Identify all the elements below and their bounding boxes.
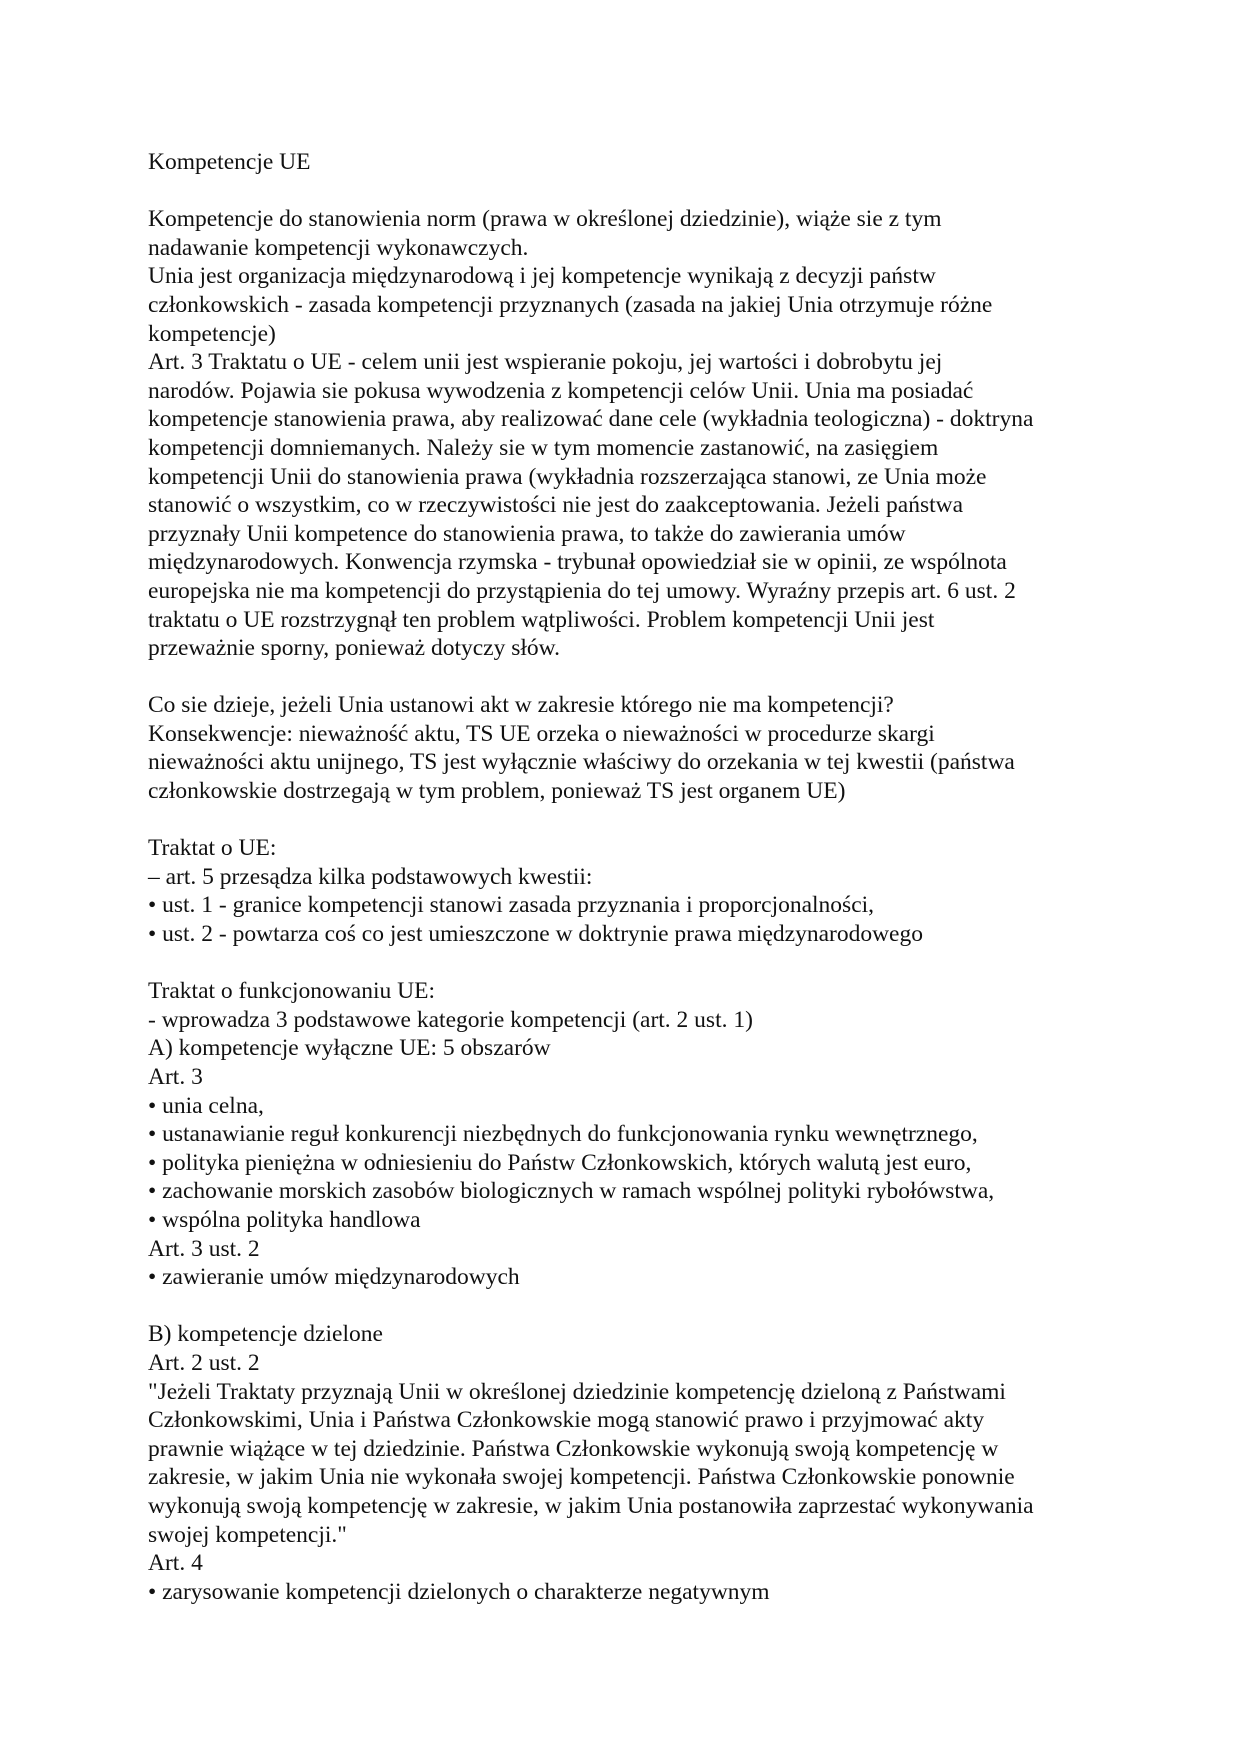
text-line: narodów. Pojawia sie pokusa wywodzenia z kompetencji celów Unii. Unia ma posiadać <box>148 377 974 404</box>
text-line: Art. 2 ust. 2 <box>148 1349 260 1376</box>
text-line: Traktat o UE: <box>148 835 277 862</box>
text-line: Konsekwencje: nieważność aktu, TS UE orzeka o nieważności w procedurze skargi <box>148 720 935 747</box>
text-line: • ust. 1 - granice kompetencji stanowi zasada przyznania i proporcjonalności, <box>148 892 875 919</box>
text-line: – art. 5 przesądza kilka podstawowych kwestii: <box>148 863 593 890</box>
text-line: Art. 3 ust. 2 <box>148 1235 260 1262</box>
text-line: • zarysowanie kompetencji dzielonych o charakterze negatywnym <box>148 1578 770 1605</box>
text-line: nadawanie kompetencji wykonawczych. <box>148 234 529 261</box>
text-line: Art. 3 Traktatu o UE - celem unii jest wspieranie pokoju, jej wartości i dobrobytu jej <box>148 349 943 376</box>
paragraph <box>148 977 1148 1292</box>
text-line: członkowskie dostrzegają w tym problem, ponieważ TS jest organem UE) <box>148 778 846 805</box>
text-line: nieważności aktu unijnego, TS jest wyłącznie właściwy do orzekania w tej kwestii (państwa <box>148 749 1015 776</box>
text-line: zakresie, w jakim Unia nie wykonała swojej kompetencji. Państwa Członkowskie ponownie <box>148 1464 1015 1491</box>
text-line: Unia jest organizacja międzynarodową i jej kompetencje wynikają z decyzji państw <box>148 263 936 290</box>
text-line: międzynarodowych. Konwencja rzymska - trybunał opowiedział sie w opinii, ze wspólnota <box>148 549 1007 576</box>
text-line: Traktat o funkcjonowaniu UE: <box>148 978 435 1005</box>
paragraph-gap <box>148 1292 1148 1321</box>
paragraph <box>148 691 1148 805</box>
text-line: • polityka pieniężna w odniesieniu do Państw Członkowskich, których walutą jest euro, <box>148 1149 972 1176</box>
text-line: • zachowanie morskich zasobów biologicznych w ramach wspólnej polityki rybołówstwa, <box>148 1178 995 1205</box>
text-line: Art. 3 <box>148 1064 203 1090</box>
paragraph-gap <box>148 177 1148 206</box>
text-line: Członkowskimi, Unia i Państwa Członkowskie mogą stanowić prawo i przyjmować akty <box>148 1407 985 1434</box>
text-line: Co sie dzieje, jeżeli Unia ustanowi akt w zakresie którego nie ma kompetencji? <box>148 692 894 719</box>
text-line: "Jeżeli Traktaty przyznają Unii w określonej dziedzinie kompetencję dzieloną z Państwami <box>148 1378 1006 1405</box>
text-line: kompetencje) <box>148 320 276 347</box>
text-line: przyznały Unii kompetence do stanowienia prawa, to także do zawierania umów <box>148 520 906 547</box>
text-line: A) kompetencje wyłączne UE: 5 obszarów <box>148 1035 551 1062</box>
paragraph <box>148 205 1148 663</box>
text-line: kompetencji Unii do stanowienia prawa (wykładnia rozszerzająca stanowi, ze Unia może <box>148 463 987 490</box>
paragraph-gap <box>148 949 1148 978</box>
paragraph-gap <box>148 663 1148 692</box>
text-line: kompetencji domniemanych. Należy sie w tym momencie zastanowić, na zasięgiem <box>148 434 939 461</box>
paragraph <box>148 834 1148 948</box>
text-line: swojej kompetencji." <box>148 1521 347 1548</box>
text-line: Kompetencje do stanowienia norm (prawa w określonej dziedzinie), wiąże sie z tym <box>148 206 942 233</box>
document-body <box>148 177 1148 1607</box>
text-line: • ustanawianie reguł konkurencji niezbędnych do funkcjonowania rynku wewnętrznego, <box>148 1121 978 1148</box>
paragraph <box>148 1320 1148 1606</box>
paragraph-gap <box>148 806 1148 835</box>
text-line: stanowić o wszystkim, co w rzeczywistości nie jest do zaakceptowania. Jeżeli państwa <box>148 492 964 519</box>
text-line: prawnie wiążące w tej dziedzinie. Państwa Członkowskie wykonują swoją kompetencję w <box>148 1435 999 1462</box>
text-line: europejska nie ma kompetencji do przystąpienia do tej umowy. Wyraźny przepis art. 6 ust. 2 <box>148 577 1016 604</box>
text-line: • ust. 2 - powtarza coś co jest umieszczone w doktrynie prawa międzynarodowego <box>148 921 923 948</box>
text-line: wykonują swoją kompetencję w zakresie, w jakim Unia postanowiła zaprzestać wykonywania <box>148 1492 1034 1519</box>
document-title: Kompetencje UE <box>148 149 311 175</box>
text-line: przeważnie sporny, ponieważ dotyczy słów. <box>148 635 560 662</box>
text-line: • zawieranie umów międzynarodowych <box>148 1264 520 1291</box>
text-line: • unia celna, <box>148 1092 264 1119</box>
text-line: • wspólna polityka handlowa <box>148 1206 421 1233</box>
text-line: kompetencje stanowienia prawa, aby realizować dane cele (wykładnia teologiczna) - doktryna <box>148 406 1034 433</box>
text-line: B) kompetencje dzielone <box>148 1321 383 1348</box>
text-line: traktatu o UE rozstrzygnął ten problem wątpliwości. Problem kompetencji Unii jest <box>148 606 935 633</box>
document-page <box>148 148 1148 1606</box>
text-line: Art. 4 <box>148 1550 203 1577</box>
text-line: - wprowadza 3 podstawowe kategorie kompetencji (art. 2 ust. 1) <box>148 1006 753 1033</box>
text-line: członkowskich - zasada kompetencji przyznanych (zasada na jakiej Unia otrzymuje różne <box>148 291 993 318</box>
